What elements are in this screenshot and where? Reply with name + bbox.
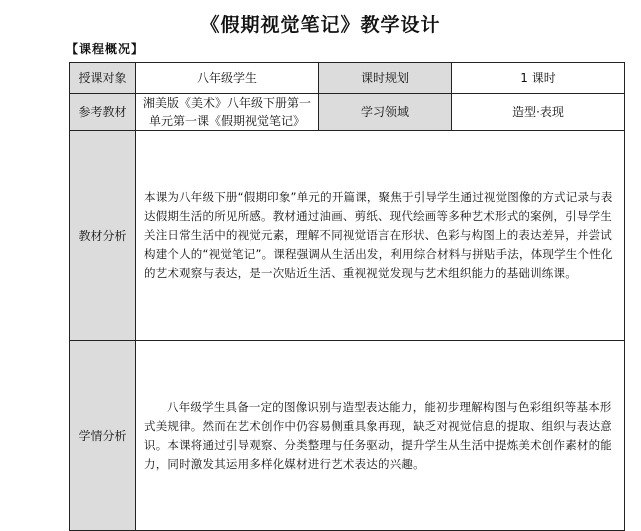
learner-analysis-text: 八年级学生具备一定的图像识别与造型表达能力，能初步理解构图与色彩组织等基本形式美规律。然而在艺术创作中仍容易侧重具象再现，缺乏对视觉信息的提取、组织与表达意识。本课将通过引导观察、分类整理与任务驱动，提升学生从生活中提炼美术创作素材的能力，同时激发其运用多样化媒材进行艺术表达的兴趣。 [136,341,625,531]
label-domain: 学习领域 [319,94,452,131]
table-row [70,131,625,341]
section-label: 【课程概况】 [66,42,145,56]
value-period: 1 课时 [452,63,625,94]
value-textbook: 湘美版《美术》八年级下册第一单元第一课《假期视觉笔记》 [136,94,319,131]
table-row [70,63,625,94]
textbook-analysis-text: 本课为八年级下册“假期印象”单元的开篇课，聚焦于引导学生通过视觉图像的方式记录与表达假期生活的所见所感。教材通过油画、剪纸、现代绘画等多种艺术形式的案例，引导学生关注日常生活中的视觉元素，理解不同视觉语言在形状、色彩与构图上的表达差异，并尝试构建个人的“视觉笔记”。课程强调从生活出发，利用综合材料与拼贴手法，体现学生个性化的艺术观察与表达，是一次贴近生活、重视视觉发现与艺术组织能力的基础训练课。 [136,131,625,341]
document-title: 《假期视觉笔记》教学设计 [200,14,441,36]
table-row [70,94,625,131]
course-overview-table [69,62,625,531]
label-learner-analysis: 学情分析 [70,341,136,531]
label-period: 课时规划 [319,63,452,94]
value-domain: 造型·表现 [452,94,625,131]
label-audience: 授课对象 [70,63,136,94]
value-audience: 八年级学生 [136,63,319,94]
label-textbook: 参考教材 [70,94,136,131]
table-row [70,341,625,531]
label-textbook-analysis: 教材分析 [70,131,136,341]
